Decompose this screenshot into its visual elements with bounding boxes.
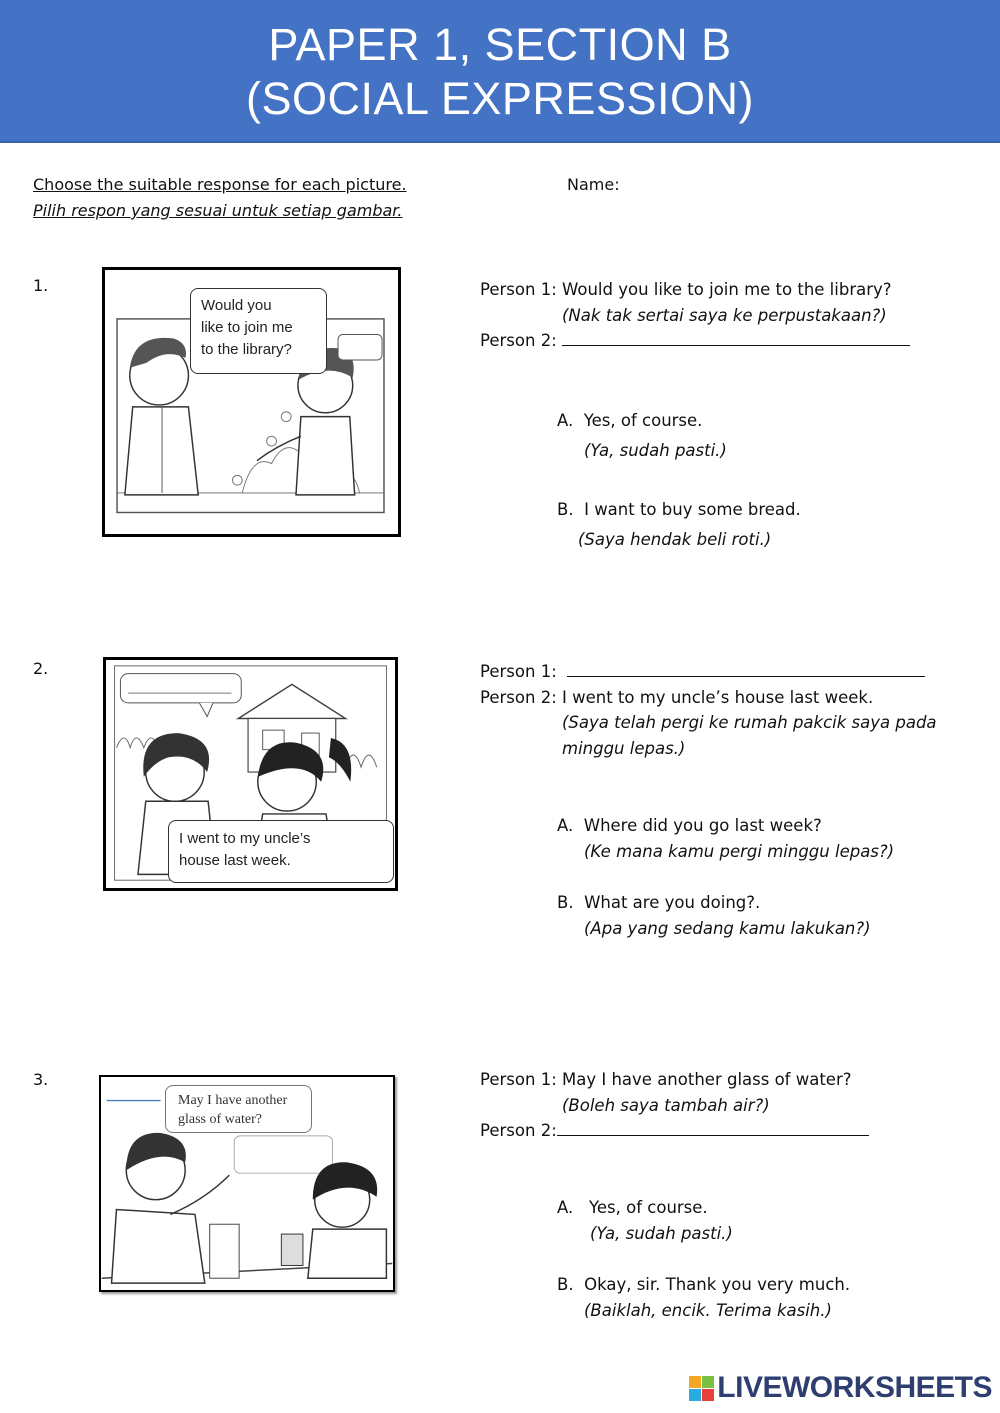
- logo-mark-icon: [689, 1376, 714, 1401]
- question-3-dialog: [480, 1067, 869, 1144]
- logo-square: [702, 1376, 714, 1388]
- instructions: [33, 172, 407, 224]
- q2-option-a[interactable]: [557, 811, 894, 867]
- option-translation: (Ke mana kamu pergi minggu lepas?): [584, 842, 895, 861]
- option-text: Yes, of course.: [589, 1198, 708, 1217]
- title-banner: [0, 0, 1000, 143]
- option-translation: (Saya hendak beli roti.): [578, 530, 772, 549]
- question-number-1: 1.: [33, 276, 49, 295]
- option-text: What are you doing?.: [584, 893, 761, 912]
- answer-blank-3[interactable]: [557, 1118, 869, 1136]
- option-letter: B.: [557, 1275, 574, 1294]
- answer-blank-2[interactable]: [567, 659, 925, 677]
- person-1-label: Person 1:: [480, 662, 557, 681]
- option-translation: (Ya, sudah pasti.): [584, 441, 727, 460]
- q1-option-a[interactable]: [557, 406, 727, 466]
- bubble-3-line-2: glass of water?: [178, 1112, 262, 1127]
- speech-bubble-2: [168, 820, 394, 883]
- question-number-2: 2.: [33, 659, 49, 678]
- title-line-1: PAPER 1, SECTION B: [268, 19, 732, 70]
- bubble-2-line-2: house last week.: [179, 852, 291, 869]
- option-letter: B.: [557, 500, 574, 519]
- bubble-3-line-1: May I have another: [178, 1093, 288, 1108]
- bubble-1-line-1: Would you: [201, 297, 272, 314]
- person-1-label: Person 1:: [480, 1070, 557, 1089]
- q3-option-a[interactable]: [557, 1193, 733, 1249]
- question-number-3: 3.: [33, 1070, 49, 1089]
- person-1-translation: (Nak tak sertai saya ke perpustakaan?): [562, 305, 887, 325]
- bubble-1-line-3: to the library?: [201, 341, 292, 358]
- logo-square: [689, 1376, 701, 1388]
- speech-bubble-1: [190, 288, 327, 374]
- q2-option-b[interactable]: [557, 888, 871, 944]
- logo-square: [702, 1389, 714, 1401]
- person-2-label: Person 2:: [480, 1121, 557, 1140]
- person-1-label: Person 1:: [480, 280, 557, 299]
- question-3-picture: [99, 1075, 395, 1292]
- person-2-label: Person 2:: [480, 331, 557, 350]
- logo-text: LIVEWORKSHEETS: [717, 1371, 992, 1404]
- question-2-picture: [103, 657, 398, 891]
- bubble-2-line-1: I went to my uncle’s: [179, 830, 311, 847]
- option-text: Yes, of course.: [583, 411, 703, 430]
- liveworksheets-logo: [689, 1371, 992, 1405]
- question-1-picture: [102, 267, 401, 537]
- option-letter: B.: [557, 893, 574, 912]
- logo-square: [689, 1389, 701, 1401]
- option-text: Okay, sir. Thank you very much.: [584, 1275, 851, 1294]
- option-letter: A.: [557, 816, 574, 835]
- bubble-1-line-2: like to join me: [201, 319, 293, 336]
- person-1-line: Would you like to join me to the library?: [562, 280, 892, 299]
- name-label: Name:: [567, 175, 620, 194]
- q1-option-b[interactable]: [557, 495, 801, 555]
- question-1-dialog: [480, 277, 910, 354]
- question-2-dialog: [480, 659, 937, 761]
- person-2-line: I went to my uncle’s house last week.: [562, 687, 874, 707]
- speech-bubble-3: [165, 1085, 312, 1133]
- option-letter: A.: [557, 1198, 574, 1217]
- option-text: I want to buy some bread.: [584, 500, 801, 519]
- person-1-translation: (Boleh saya tambah air?): [562, 1095, 770, 1115]
- option-text: Where did you go last week?: [583, 816, 822, 835]
- instruction-malay: Pilih respon yang sesuai untuk setiap gambar.: [33, 201, 403, 220]
- title-line-2: (SOCIAL EXPRESSION): [246, 73, 754, 124]
- option-translation: (Baiklah, encik. Terima kasih.): [584, 1301, 832, 1320]
- person-2-translation-line-1: (Saya telah pergi ke rumah pakcik saya pada: [562, 713, 937, 732]
- answer-blank-1[interactable]: [562, 328, 910, 346]
- person-1-line: May I have another glass of water?: [562, 1070, 852, 1089]
- option-translation: (Ya, sudah pasti.): [590, 1224, 733, 1243]
- person-2-label: Person 2:: [480, 687, 557, 707]
- option-translation: (Apa yang sedang kamu lakukan?): [584, 919, 871, 938]
- q3-option-b[interactable]: [557, 1270, 850, 1326]
- option-letter: A.: [557, 411, 574, 430]
- instruction-english: Choose the suitable response for each picture.: [33, 175, 407, 194]
- person-2-translation-line-2: minggu lepas.): [562, 738, 686, 758]
